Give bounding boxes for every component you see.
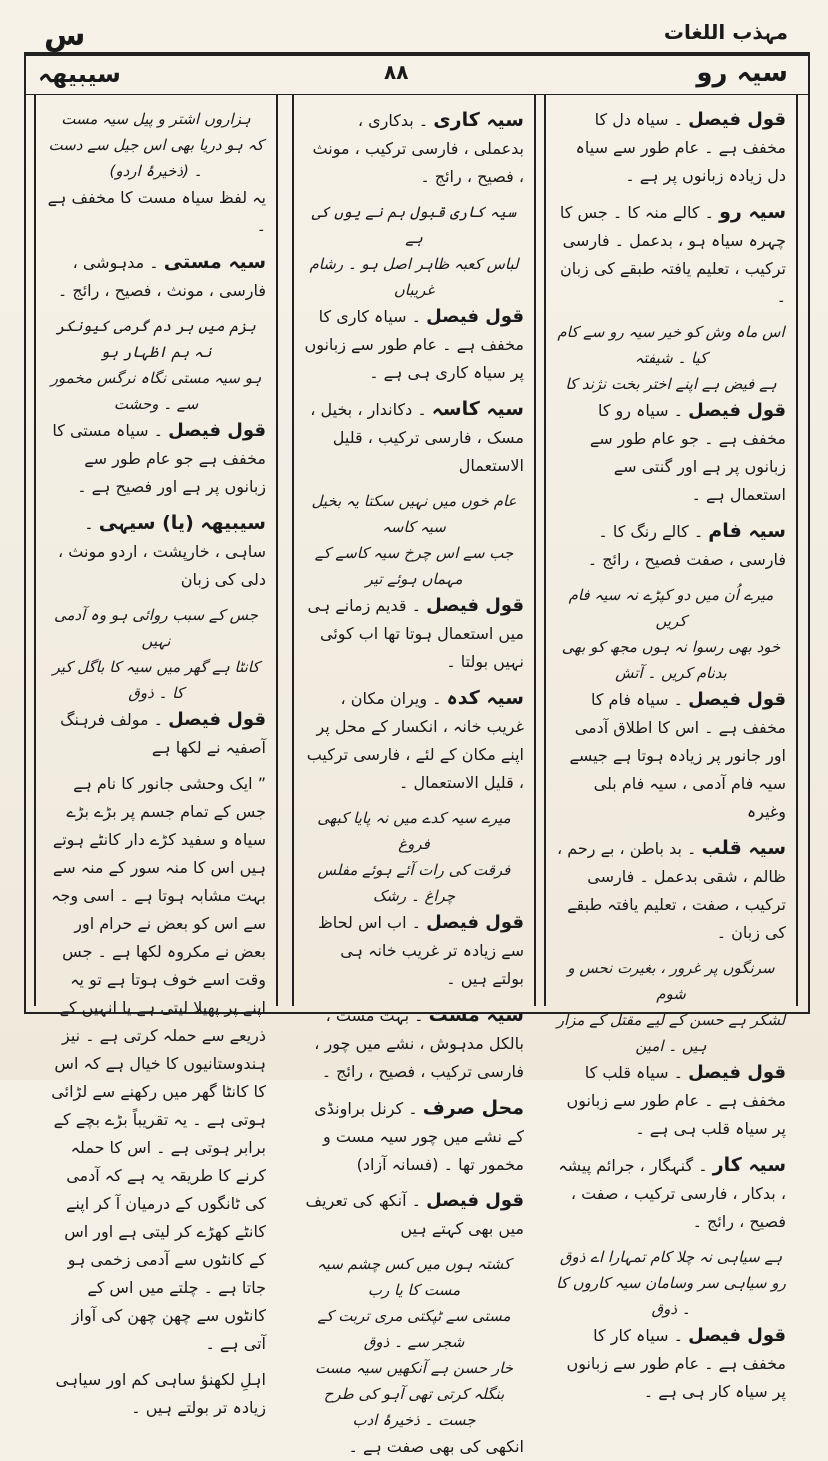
dictionary-entry [46, 417, 266, 501]
definition-text: ۔ ویران مکان ، غریب خانہ ، انکسار کے محل پر اپنے مکان کے لئے ، فارسی ترکیب ، قلیل الاستعمال ۔ [306, 689, 524, 792]
verse-line: لشکر ہے حسن کے لیے مقتل کے مزار ہیں ۔ امین [556, 1011, 786, 1055]
dictionary-entry [556, 1322, 786, 1406]
book-title: مہذب اللغات [663, 20, 788, 44]
definition-text: ۔ سیاہ قلب کا مخفف ہے ۔ عام طور سے زبانوں پر سیاہ قلب ہی ہے ۔ [566, 1063, 786, 1138]
verse-line: لباس کعبہ ظاہر اصل ہو ۔ رشام غریباں [309, 255, 519, 299]
headword: سیہ کاری [433, 109, 524, 131]
definition-text: ۔ آنکھ کی تعریف میں بھی کہتے ہیں [305, 1191, 524, 1238]
definition-text: ۔ سیاہ فام کا مخفف ہے ۔ اس کا اطلاق آدمی اور جانور پر زیادہ ہوتا ہے جیسے سیہ فام آدمی ، سیہ فام بلی وغیرہ [569, 690, 786, 821]
verse-line: اس ماہ وش کو خیر سیہ رو سے کام کیا ۔ شیفتہ [557, 323, 785, 367]
verse-line: ہزاروں اشتر و پیل سیہ مست [61, 110, 251, 128]
definition-text: ۔ گنہگار ، جرائم پیشہ ، بدکار ، فارسی ترکیب ، صفت ، فصیح ، رائج ۔ [558, 1156, 786, 1231]
headword: سیہ کدہ [446, 687, 524, 709]
dictionary-entry [304, 684, 524, 797]
definition-text: ۔ کرنل براونڈی کے نشے میں چور سیہ مست و مخمور تھا ۔ (فسانہ آزاد) [314, 1099, 524, 1174]
dictionary-entry [556, 1059, 786, 1143]
dictionary-entry [304, 303, 524, 387]
verse-line: کشتہ ہوں میں کس چشم سیہ مست کا یا رب [317, 1255, 511, 1299]
definition-text: ۔ سیاہ کار کا مخفف ہے ۔ عام طور سے زبانوں پر سیاہ کار ہی ہے ۔ [566, 1326, 786, 1401]
verse-line: ہے فیض ہے اپنے اختر بخت نژند کا [565, 375, 777, 393]
dictionary-entry [556, 834, 786, 947]
definition-text: ” ایک وحشی جانور کا نام ہے جس کے تمام جسم پر بڑے بڑے سیاہ و سفید کڑے دار کانٹے ہوتے ہیں اس کا منہ سور کے منہ سے بہت مشابہ ہوتا ہے ۔ اسی وجہ سے اس کو بعض نے حرام اور بعض نے مکروہ لکھا ہے ۔ جس وقت اسے خوف ہوتا ہے تو یہ اپنے پر پھیلا لیتی ہے یا انہیں کے ذریعے سے حملہ کرتی ہے ۔ نیز ہندوستانیوں کا خیال ہے کہ اس کا کانٹا گھر میں رکھنے سے لڑائی ہوتی ہے ۔ یہ تقریباً بڑے بچے کے برابر ہوتی ہے ۔ اس کا حملہ کرنے کا طریقہ یہ ہے کہ آدمی کی ٹانگوں کے درمیان آ کر اپنے کانٹے کھڑے کر لیتی ہے اور اس کے کانٹوں سے آدمی زخمی ہو جاتا ہے ۔ چلتے میں اس کے کانٹوں سے چھن چھن کی آواز آتی ہے ۔ [51, 774, 266, 1353]
headword: سیبیھہ (یا) سیہی [98, 512, 266, 534]
dictionary-entry [556, 198, 786, 311]
verse-line: سیہ کاری قبول ہم نے یوں کی ہے [311, 203, 517, 247]
definition-text: ۔ قدیم زمانے ہی میں استعمال ہوتا تھا اب کوئی نہیں بولتا ۔ [307, 596, 524, 671]
definition-text: ۔ کالے رنگ کا ۔ فارسی ، صفت فصیح ، رائج ۔ [587, 522, 786, 569]
headword: سیہ قلب [701, 837, 786, 859]
definition-text: انکھی کی بھی صفت ہے ۔ [348, 1437, 524, 1456]
verdict-label: قول فیصل [688, 400, 786, 421]
definition-text: ۔ اب اس لحاظ سے زیادہ تر غریب خانہ ہی بولتے ہیں ۔ [318, 913, 524, 988]
dictionary-entry [46, 770, 266, 1358]
verdict-label: قول فیصل [426, 1190, 524, 1211]
headword: سیہ فام [708, 520, 786, 542]
column-middle [292, 94, 536, 1456]
verse-line: ہو سیہ مستی نگاہ نرگس مخمور سے ۔ وحشت [50, 369, 262, 413]
verse-line: رو سیاہی سر وسامان سیہ کاروں کا ۔ ذوق [556, 1274, 786, 1318]
headword: سیہ مستی [163, 251, 266, 273]
dictionary-entry [304, 909, 524, 993]
verdict-label: قول فیصل [426, 595, 524, 616]
definition-text: ۔ بد باطن ، بے رحم ، ظالم ، شقی بدعمل ۔ فارسی ترکیب ، صفت ، تعلیم یافتہ طبقے کی زبان ۔ [557, 839, 786, 942]
definition-text: ۔ سیاہ کاری کا مخفف ہے ۔ عام طور سے زبانوں پر سیاہ کاری ہی ہے ۔ [304, 307, 524, 382]
headword: سیہ رو [719, 201, 786, 223]
headword: سیہ مست [428, 1004, 524, 1026]
dictionary-entry [46, 706, 266, 762]
definition-text: ۔ بہت مست ، بالکل مدہوش ، نشے میں چور ، فارسی ترکیب ، فصیح ، رائج ۔ [314, 1006, 524, 1081]
definition-text: ۔ مدہوشی ، فارسی ، مونث ، فصیح ، رائج ۔ [57, 253, 266, 300]
definition-text: اہلِ لکھنؤ ساہی کم اور سیاہی زیادہ تر بولتے ہیں ۔ [55, 1370, 266, 1417]
dictionary-entry [556, 397, 786, 509]
verdict-label: قول فیصل [688, 1325, 786, 1346]
verdict-label: قول فیصل [688, 1062, 786, 1083]
definition-text: ۔ ساہی ، خارپشت ، اردو مونث ، دلی کی زبان [58, 514, 266, 589]
headword: سیہ کار [712, 1154, 786, 1176]
verdict-label: قول فیصل [426, 912, 524, 933]
dictionary-entry [304, 395, 524, 480]
definition-text: یہ لفظ سیاہ مست کا مخفف ہے ۔ [47, 188, 266, 235]
dictionary-entry [46, 184, 266, 240]
definition-text: ۔ سیاہ مستی کا مخفف ہے جو عام طور سے زبانوں پر ہے اور فصیح ہے ۔ [52, 421, 266, 496]
verdict-label: قول فیصل [168, 420, 266, 441]
column-left [34, 94, 278, 1417]
guide-word-last: سیبیھہ [38, 60, 121, 88]
verse-line: جب سے اس چرخ سیہ کاسے کے مہماں ہوئے تیر [314, 544, 514, 588]
dictionary-entry [556, 517, 786, 574]
verse-line: میرے سیہ کدے میں نہ پایا کبھی فروغ [317, 809, 511, 853]
guide-word-first: سیہ رو [696, 58, 788, 88]
dictionary-entry [556, 106, 786, 190]
headword: سیہ کاسہ [431, 398, 524, 420]
verse-line: میرے اُن میں دو کپڑے نہ سیہ فام کریں [568, 586, 774, 630]
dictionary-entry [556, 686, 786, 826]
definition-text: ۔ سیاہ دل کا مخفف ہے ۔ عام طور سے سیاہ دل زیادہ زبانوں پر ہے ۔ [575, 110, 786, 185]
verse-line: فرقت کی رات آئے ہوئے مفلس چراغ ۔ رشک [317, 861, 511, 905]
header-rule-top [24, 54, 808, 56]
definition-text: ۔ دکاندار ، بخیل ، مسک ، فارسی ترکیب ، قلیل الاستعمال [310, 400, 524, 475]
verse-line: سرنگوں پر غرور ، بغیرت نحس و شوم [567, 959, 775, 1003]
verse-line: خود بھی رسوا نہ ہوں مجھ کو بھی بدنام کریں ۔ آتش [561, 638, 781, 682]
dictionary-entry [304, 1187, 524, 1243]
dictionary-entry [304, 592, 524, 676]
dictionary-entry [46, 248, 266, 305]
verse-line: جس کے سبب روائی ہو وہ آدمی نہیں [53, 606, 259, 650]
section-letter: س [44, 18, 86, 53]
verse-line: عام خوں میں نہیں سکتا یہ بخیل سیہ کاسہ [311, 492, 517, 536]
verdict-label: قول فیصل [688, 689, 786, 710]
definition-text: ۔ کالے منہ کا ۔ جس کا چہرہ سیاہ ہو ، بدعمل ۔ فارسی ترکیب ، تعلیم یافتہ طبقے کی زبان ۔ [559, 203, 786, 306]
page-number: ۸۸ [384, 60, 409, 84]
dictionary-entry [304, 1433, 524, 1461]
verdict-label: قول فیصل [168, 709, 266, 730]
dictionary-entry [46, 1366, 266, 1422]
dictionary-entry [304, 1001, 524, 1086]
headword: محل صرف [422, 1097, 524, 1119]
dictionary-entry [304, 106, 524, 191]
definition-text: ۔ مولف فرہنگ آصفیہ نے لکھا ہے [60, 710, 266, 757]
verse-line: بنگلہ کرتی تھی آہو کی طرح جست ۔ ذخیرۂ ادب [323, 1385, 505, 1429]
verdict-label: قول فیصل [688, 109, 786, 130]
verse-line: کہ ہو دریا بھی اس جیل سے دست ۔ (ذخیرۂ اردو) [48, 136, 264, 180]
verdict-label: قول فیصل [426, 306, 524, 327]
dictionary-entry [304, 1094, 524, 1179]
verse-line: کانٹا ہے گھر میں سیہ کا باگل کیر کا ۔ ذوق [52, 658, 260, 702]
dictionary-entry [46, 509, 266, 594]
definition-text: ۔ بدکاری ، بدعملی ، فارسی ترکیب ، مونث ، فصیح ، رائج ۔ [312, 111, 524, 186]
definition-text: ۔ سیاہ رو کا مخفف ہے ۔ جو عام طور سے زبانوں پر ہے اور گنتی سے استعمال ہے ۔ [589, 401, 786, 504]
column-right [544, 94, 798, 1401]
dictionary-entry [556, 1151, 786, 1236]
verse-line: بزم میں ہر دم گرمی کیونکر نہ ہم اظہار ہو [56, 317, 256, 361]
verse-line: مستی سے ٹپکتی مری تربت کے شجر سے ۔ ذوق [317, 1307, 511, 1351]
verse-line: ہے سیاہی نہ چلا کام تمہارا اے ذوق [559, 1248, 783, 1266]
verse-line: خار حسن ہے آنکھیں سیہ مست [314, 1359, 514, 1377]
